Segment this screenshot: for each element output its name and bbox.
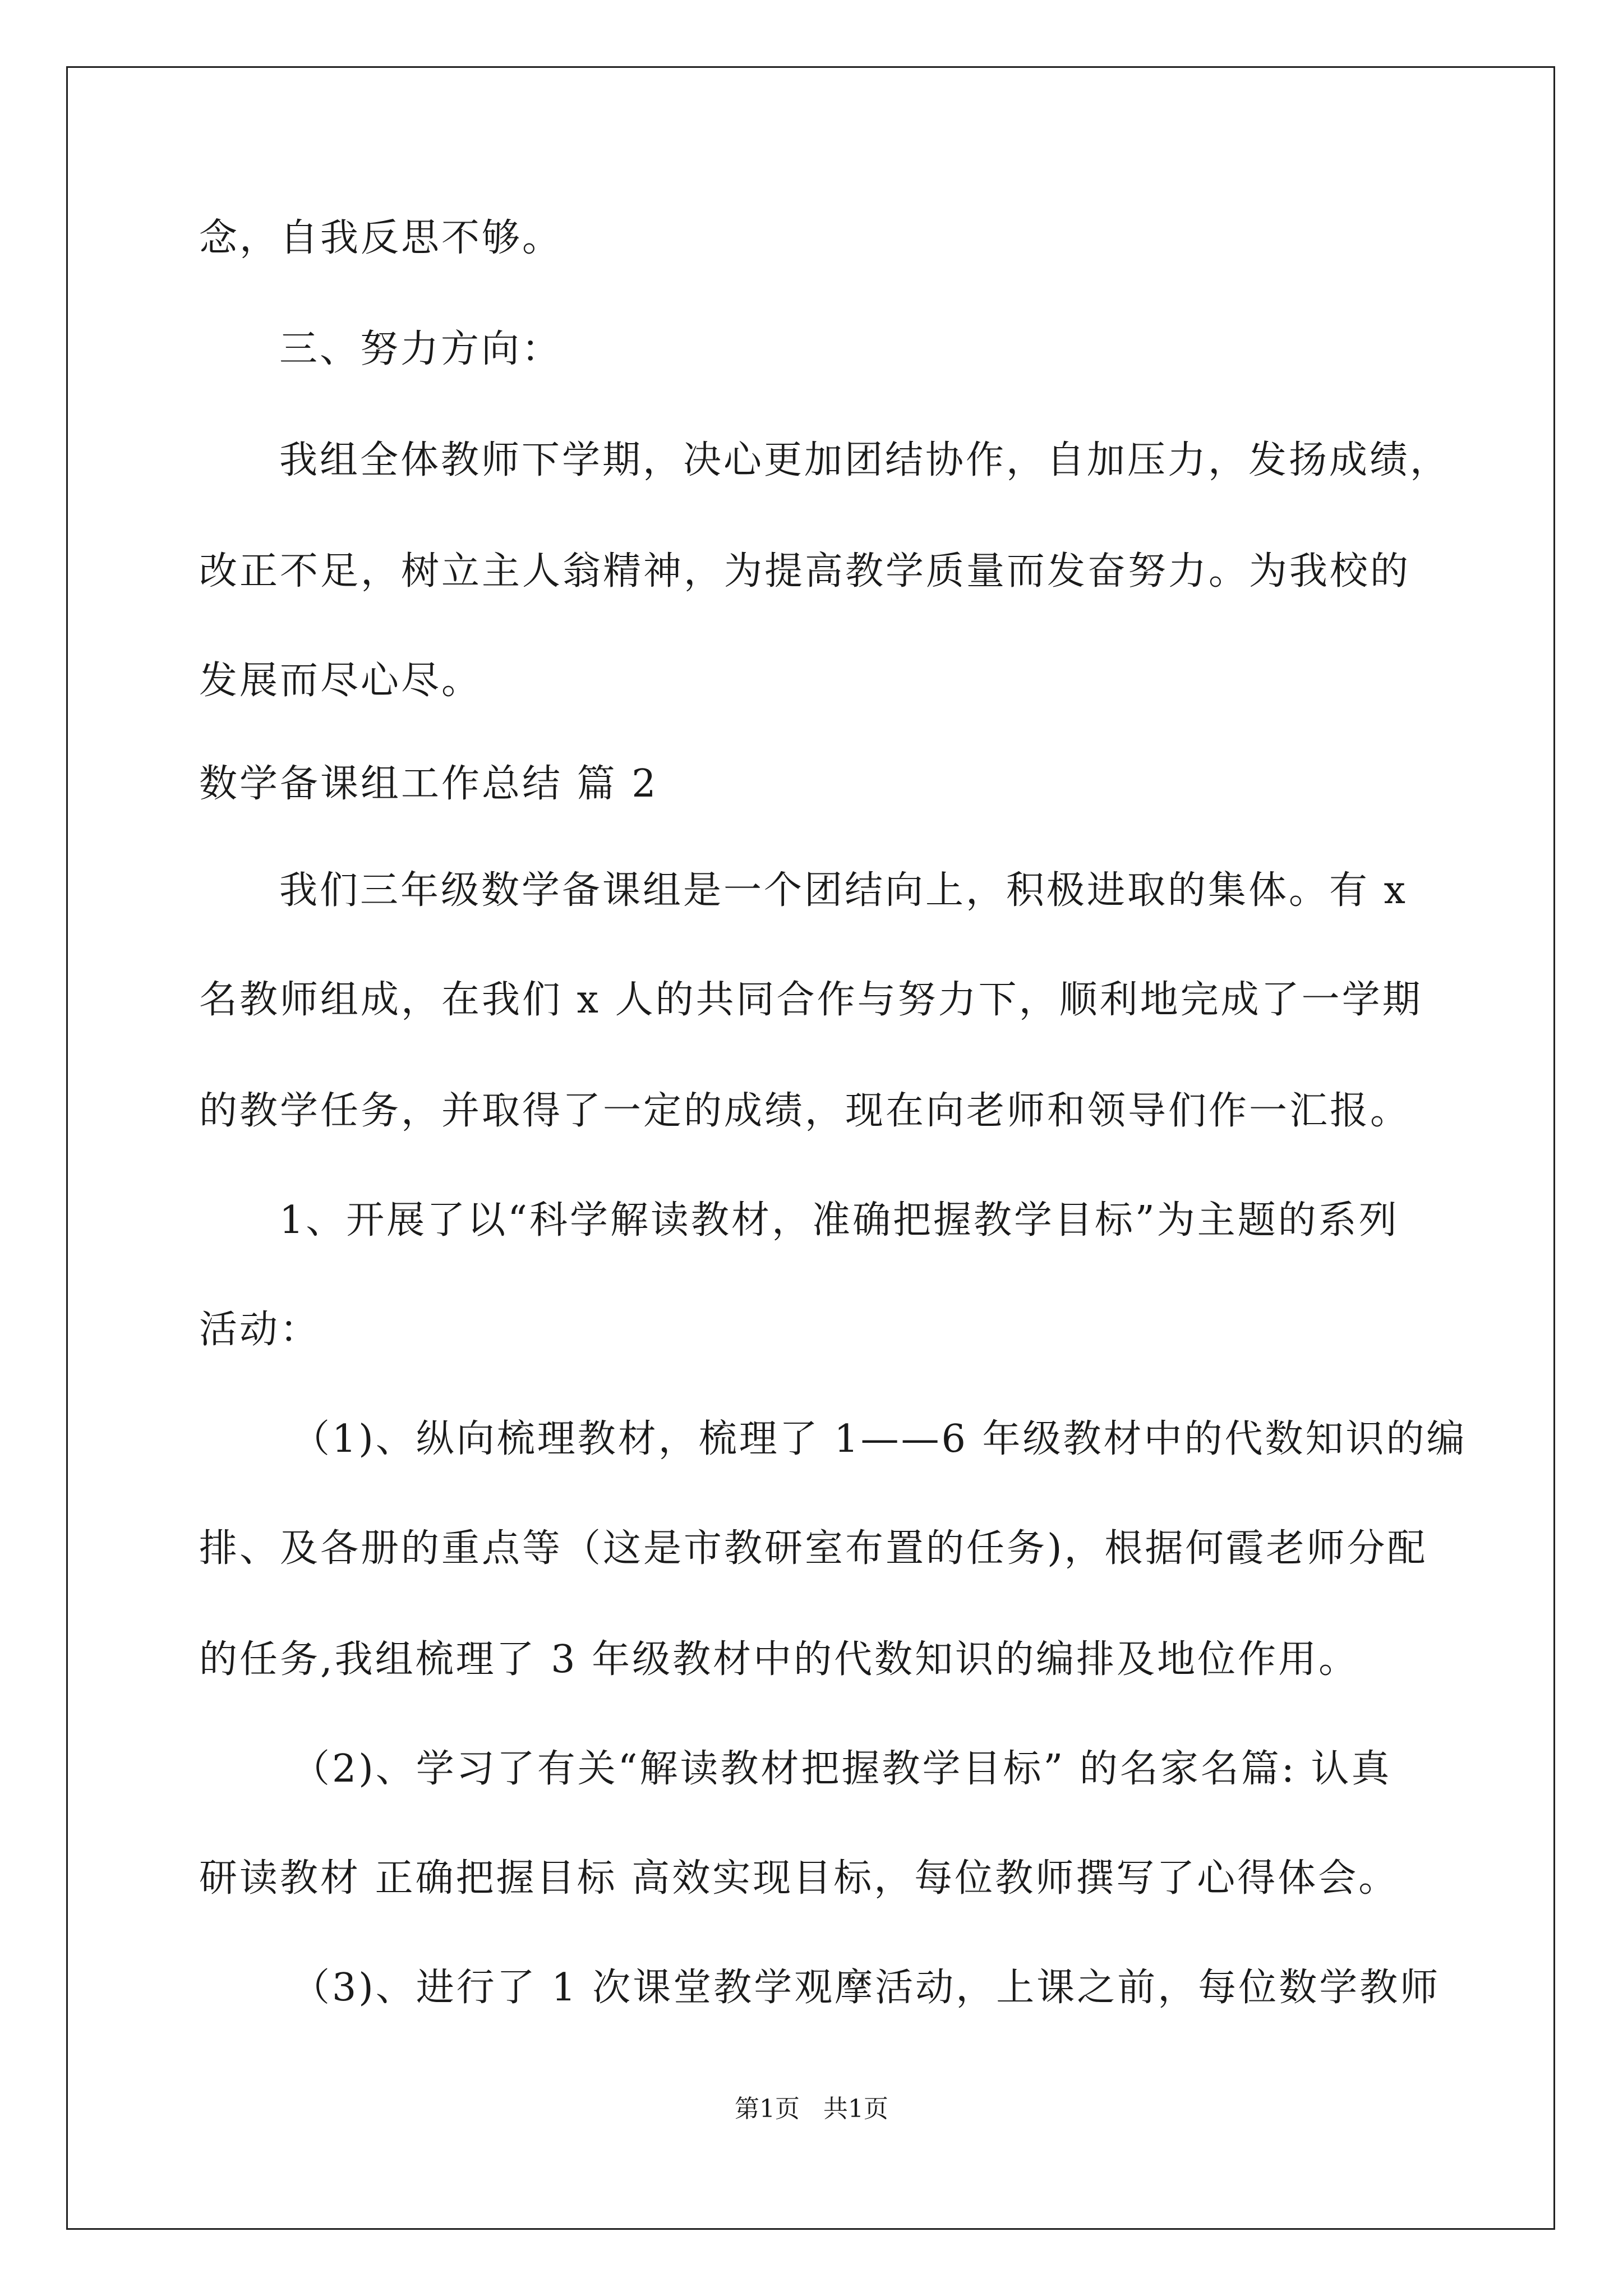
text-line: 发展而尽心尽。 <box>199 659 482 703</box>
text-line: 改正不足，树立主人翁精神，为提高教学质量而发奋努力。为我校的 <box>199 549 1411 593</box>
text-line: （3)、进行了 1 次课堂教学观摩活动，上课之前，每位数学教师 <box>292 1966 1441 2010</box>
page-footer: 第1页 共1页 <box>735 2095 888 2123</box>
section-heading: 三、努力方向： <box>279 327 562 371</box>
text-line: 研读教材 正确把握目标 高效实现目标，每位教师撰写了心得体会。 <box>199 1856 1399 1901</box>
text-line: 排、及各册的重点等（这是市教研室布置的任务)，根据何霞老师分配 <box>199 1526 1428 1571</box>
text-line: 的教学任务，并取得了一定的成绩，现在向老师和领导们作一汇报。 <box>199 1089 1411 1133</box>
text-line: （2)、学习了有关“解读教材把握教学目标” 的名家名篇: 认真 <box>292 1747 1392 1791</box>
text-line: 名教师组成，在我们 x 人的共同合作与努力下，顺利地完成了一学期 <box>199 978 1423 1022</box>
text-line: 活动： <box>199 1308 321 1352</box>
text-line: （1)、纵向梳理教材，梳理了 1——6 年级教材中的代数知识的编 <box>292 1417 1467 1461</box>
text-line: 1、开展了以“科学解读教材，准确把握教学目标”为主题的系列 <box>279 1198 1399 1243</box>
page-border <box>66 66 1555 2230</box>
text-line: 我们三年级数学备课组是一个团结向上，积极进取的集体。有 x <box>279 868 1408 913</box>
text-line: 念，自我反思不够。 <box>199 216 563 260</box>
text-line: 的任务,我组梳理了 3 年级教材中的代数知识的编排及地位作用。 <box>199 1637 1359 1682</box>
text-line: 我组全体教师下学期，决心更加团结协作，自加压力，发扬成绩， <box>279 438 1451 482</box>
article-title: 数学备课组工作总结 篇 2 <box>199 762 658 806</box>
